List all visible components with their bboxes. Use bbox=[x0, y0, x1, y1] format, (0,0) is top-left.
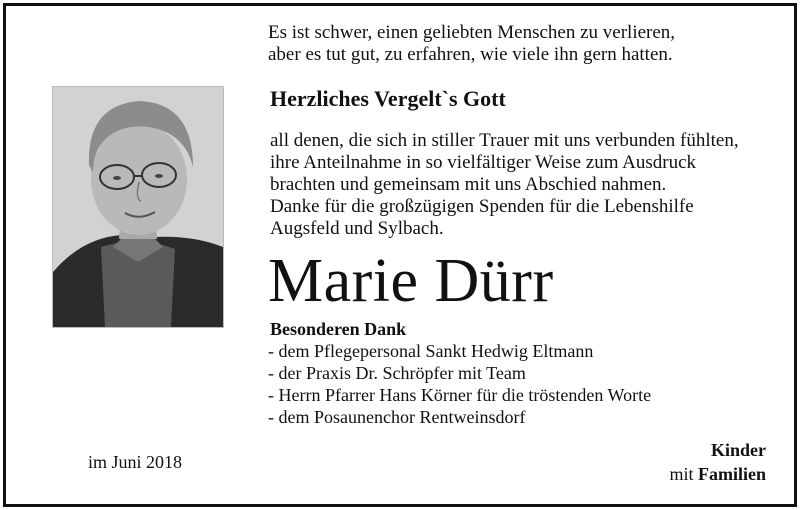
signature-prefix: mit bbox=[669, 464, 698, 484]
portrait-photo bbox=[52, 86, 224, 328]
special-thanks-item: - Herrn Pfarrer Hans Körner für die tröstenden Worte bbox=[268, 385, 652, 405]
thanks-heading: Herzliches Vergelt`s Gott bbox=[270, 86, 506, 111]
deceased-name: Marie Dürr bbox=[268, 247, 554, 315]
signature-line1: Kinder bbox=[710, 440, 766, 460]
signature-families: Familien bbox=[698, 464, 766, 484]
date-text: im Juni 2018 bbox=[88, 452, 183, 472]
thanks-line: all denen, die sich in stiller Trauer mit uns verbunden fühlten, bbox=[270, 130, 739, 151]
thanks-text bbox=[270, 130, 739, 240]
intro-text bbox=[268, 22, 675, 66]
thanks-line: Danke für die großzügigen Spenden für die Lebenshilfe bbox=[270, 196, 694, 217]
signature-line2 bbox=[669, 462, 766, 486]
thanks-line: brachten und gemeinsam mit uns Abschied nahmen. bbox=[270, 174, 667, 195]
special-thanks-item: - der Praxis Dr. Schröpfer mit Team bbox=[268, 363, 526, 383]
special-thanks-item: - dem Pflegepersonal Sankt Hedwig Eltmann bbox=[268, 341, 594, 361]
thanks-line: ihre Anteilnahme in so vielfältiger Weise zum Ausdruck bbox=[270, 152, 697, 173]
special-thanks-item: - dem Posaunenchor Rentweinsdorf bbox=[268, 407, 526, 427]
signature bbox=[669, 438, 766, 486]
thanks-line: Augsfeld und Sylbach. bbox=[270, 218, 444, 239]
special-thanks-title: Besonderen Dank bbox=[270, 319, 407, 339]
intro-line: aber es tut gut, zu erfahren, wie viele ihn gern hatten. bbox=[268, 44, 673, 65]
special-thanks bbox=[268, 318, 651, 428]
intro-line: Es ist schwer, einen geliebten Menschen zu verlieren, bbox=[268, 22, 676, 43]
